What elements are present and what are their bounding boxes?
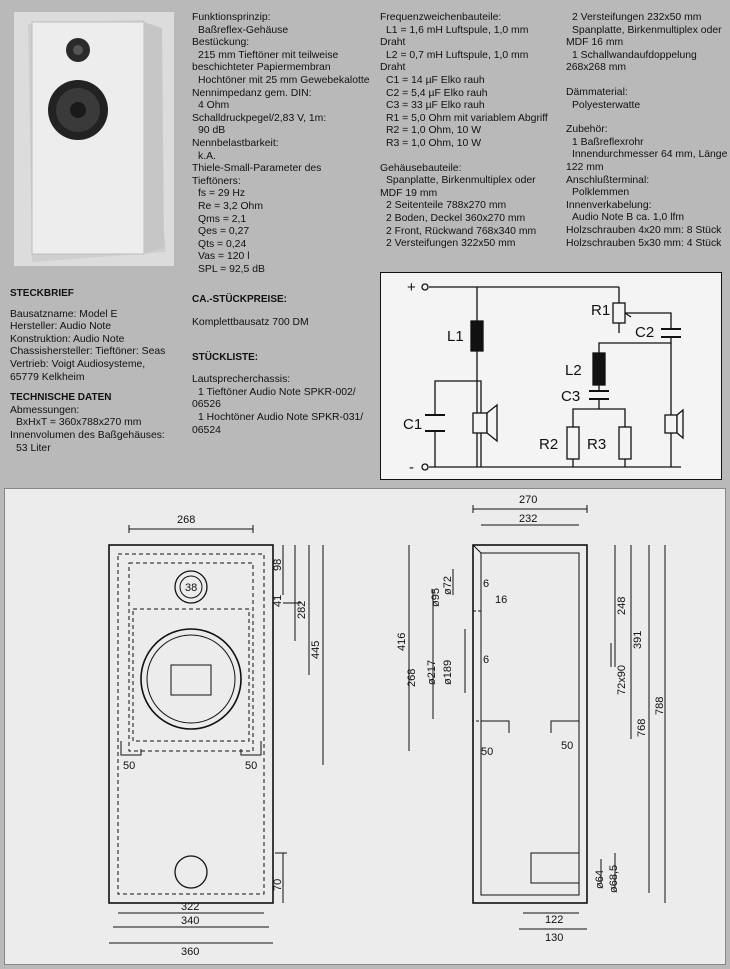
side-view <box>409 505 665 929</box>
tech-title: TECHNISCHE DATEN <box>10 392 112 404</box>
spec-line: Nennbelastbarkeit: <box>192 137 279 149</box>
dim-front-38: 38 <box>185 582 198 594</box>
dim-side-phi685: ø68,5 <box>608 864 620 893</box>
parts-line: Audio Note B ca. 1,0 lfm <box>572 212 685 224</box>
tech-line: BxHxT = 360x788x270 mm <box>16 417 142 429</box>
dim-side-130: 130 <box>545 932 564 944</box>
preis-line: Komplettbausatz 700 DM <box>192 317 309 329</box>
parts-line: Polyesterwatte <box>572 99 641 111</box>
dim-front-322: 322 <box>181 901 200 913</box>
tweeter-symbol <box>665 415 677 433</box>
parts-line: C3 = 33 µF Elko rauh <box>386 100 485 112</box>
spec-line: k.A. <box>198 150 216 162</box>
dim-front-98: 98 <box>272 558 284 571</box>
R3-label: R3 <box>587 436 607 453</box>
parts-line: 122 mm <box>566 161 604 173</box>
parts-line: Anschlußterminal: <box>566 174 650 186</box>
minus-label: - <box>409 459 414 476</box>
parts-line: L1 = 1,6 mH Luftspule, 1,0 mm <box>386 24 529 36</box>
stueck-line: 06524 <box>192 424 221 436</box>
dim-front-50b: 50 <box>245 760 258 772</box>
L1-coil <box>471 321 483 351</box>
R2-label: R2 <box>539 436 559 453</box>
col-mid <box>192 12 370 437</box>
R1-label: R1 <box>591 302 611 319</box>
dim-side-768: 768 <box>636 718 648 737</box>
parts-line: 2 Seitenteile 788x270 mm <box>386 200 507 212</box>
stueck-line: 1 Hochtöner Audio Note SPKR-031/ <box>198 412 364 424</box>
L2-coil <box>593 353 605 385</box>
parts-line: Dämmaterial: <box>566 86 628 98</box>
parts-line: R2 = 1,0 Ohm, 10 W <box>386 125 481 137</box>
col-right2 <box>566 12 727 250</box>
spec-line: Hochtöner mit 25 mm Gewebekalotte <box>198 74 370 86</box>
tweeter-cone <box>677 410 683 438</box>
L1-label: L1 <box>447 328 464 345</box>
dim-front-360: 360 <box>181 946 200 958</box>
dim-side-122: 122 <box>545 914 564 926</box>
dim-front-50a: 50 <box>123 760 136 772</box>
front-view <box>109 525 323 943</box>
parts-line: 2 Versteifungen 232x50 mm <box>572 12 702 23</box>
tech-line: Innenvolumen des Baßgehäuses: <box>10 429 165 441</box>
spec-line: Funktionsprinzip: <box>192 12 271 23</box>
parts-line: 1 Baßreflexrohr <box>572 136 644 148</box>
dim-front-268: 268 <box>177 514 196 526</box>
steckbrief-line: Chassishersteller: Tieftöner: Seas <box>10 346 166 358</box>
cabinet-drawing <box>4 488 726 965</box>
spec-line: fs = 29 Hz <box>198 188 246 200</box>
dim-side-268: 268 <box>406 668 418 687</box>
steckbrief-line: Hersteller: Audio Note <box>10 321 112 333</box>
dim-side-phi189: ø189 <box>442 659 454 685</box>
col-right1 <box>380 12 548 251</box>
parts-line: Polklemmen <box>572 187 630 199</box>
R3-resistor <box>619 427 631 459</box>
spec-line: Schalldruckpegel/2,83 V, 1m: <box>192 112 327 124</box>
spec-line: Nennimpedanz gem. DIN: <box>192 87 312 99</box>
dim-front-340: 340 <box>181 915 200 927</box>
parts-line: C2 = 5,4 µF Elko rauh <box>386 87 488 99</box>
crossover-schematic <box>380 272 722 480</box>
steckbrief-line: Bausatzname: Model E <box>10 308 118 320</box>
spec-line: Baßreflex-Gehäuse <box>198 24 289 36</box>
parts-line: Holzschrauben 4x20 mm: 8 Stück <box>566 224 722 236</box>
parts-line: Draht <box>380 62 406 74</box>
col-left <box>10 286 165 455</box>
dim-side-phi72: ø72 <box>442 576 454 595</box>
spec-line: Bestückung: <box>192 37 250 49</box>
tech-line: Abmessungen: <box>10 404 80 416</box>
steckbrief-title: STECKBRIEF <box>10 288 74 299</box>
dim-side-50b: 50 <box>561 740 574 752</box>
parts-line: Innendurchmesser 64 mm, Länge <box>572 149 728 161</box>
parts-line: Spanplatte, Birkenmultiplex oder <box>386 175 536 187</box>
dim-side-50a: 50 <box>481 746 494 758</box>
dim-side-232: 232 <box>519 513 538 525</box>
C2-label: C2 <box>635 324 655 341</box>
parts-line: C1 = 14 µF Elko rauh <box>386 74 485 86</box>
spec-line: Re = 3,2 Ohm <box>198 200 263 212</box>
dim-side-72x90: 72x90 <box>616 665 628 695</box>
stueck-line: 1 Tieftöner Audio Note SPKR-002/ <box>198 386 356 398</box>
dim-side-270: 270 <box>519 494 538 506</box>
dim-side-6a: 6 <box>483 578 490 590</box>
C1-label: C1 <box>403 416 423 433</box>
woofer-cone <box>487 405 497 441</box>
spec-line: Qts = 0,24 <box>198 238 247 250</box>
dim-side-391: 391 <box>632 630 644 649</box>
L2-label: L2 <box>565 362 582 379</box>
parts-line: L2 = 0,7 mH Luftspule, 1,0 mm <box>386 49 529 61</box>
stueck-line: 06526 <box>192 399 221 411</box>
woofer-symbol <box>473 413 487 433</box>
dim-side-16: 16 <box>495 594 508 606</box>
parts-line: MDF 16 mm <box>566 37 624 49</box>
dim-side-phi95: ø95 <box>430 588 442 607</box>
steckbrief-line: Vertrieb: Voigt Audiosysteme, <box>10 358 146 370</box>
plus-terminal <box>422 284 428 290</box>
dim-side-phi64: ø64 <box>594 870 606 889</box>
parts-line: 2 Front, Rückwand 768x340 mm <box>386 225 537 237</box>
parts-line: Innenverkabelung: <box>566 199 652 211</box>
dim-front-41: 41 <box>272 594 284 607</box>
stueckliste-title: STÜCKLISTE: <box>192 351 259 363</box>
tech-line: 53 Liter <box>16 442 51 454</box>
steckbrief-line: 65779 Kelkheim <box>10 371 85 383</box>
steckbrief-line: Konstruktion: Audio Note <box>10 333 125 345</box>
dim-side-phi217: ø217 <box>426 659 438 685</box>
spec-line: Qms = 2,1 <box>198 213 247 225</box>
C3-label: C3 <box>561 388 581 405</box>
parts-line: Gehäusebauteile: <box>380 162 462 174</box>
parts-line: Holzschrauben 5x30 mm: 4 Stück <box>566 237 722 249</box>
spec-line: 90 dB <box>198 125 226 137</box>
dim-front-70: 70 <box>272 878 284 891</box>
plus-label: + <box>407 279 416 296</box>
parts-line: Frequenzweichenbauteile: <box>380 12 502 23</box>
spec-line: 4 Ohm <box>198 100 230 112</box>
parts-line: 2 Versteifungen 322x50 mm <box>386 238 516 250</box>
dim-front-445: 445 <box>310 640 322 659</box>
spec-line: beschichteter Papiermembran <box>192 62 331 74</box>
spec-line: Qes = 0,27 <box>198 226 250 238</box>
parts-line: R1 = 5,0 Ohm mit variablem Abgriff <box>386 112 548 124</box>
dim-side-6b: 6 <box>483 654 490 666</box>
dim-side-248: 248 <box>616 596 628 615</box>
dim-side-788: 788 <box>654 696 666 715</box>
parts-line: 1 Schallwandaufdoppelung <box>572 49 697 61</box>
parts-line: Draht <box>380 37 406 49</box>
dim-side-416: 416 <box>396 632 408 651</box>
R1-resistor <box>613 303 625 323</box>
parts-line: 268x268 mm <box>566 62 627 74</box>
parts-line: Zubehör: <box>566 124 608 136</box>
minus-terminal <box>422 464 428 470</box>
speaker-photo <box>14 12 174 266</box>
spec-line: Vas = 120 l <box>198 251 250 263</box>
parts-line: MDF 19 mm <box>380 187 438 199</box>
spec-line: Thiele-Small-Parameter des <box>192 163 322 175</box>
spec-line: 215 mm Tieftöner mit teilweise <box>198 49 339 61</box>
parts-line: R3 = 1,0 Ohm, 10 W <box>386 137 481 149</box>
R2-resistor <box>567 427 579 459</box>
spec-line: SPL = 92,5 dB <box>198 263 265 275</box>
stueck-line: Lautsprecherchassis: <box>192 374 291 386</box>
parts-line: Spanplatte, Birkenmultiplex oder <box>572 24 722 36</box>
dim-front-282: 282 <box>296 600 308 619</box>
parts-line: 2 Boden, Deckel 360x270 mm <box>386 212 526 224</box>
preis-title: CA.-STÜCKPREISE: <box>192 294 288 306</box>
spec-line: Tieftöners: <box>192 175 241 187</box>
